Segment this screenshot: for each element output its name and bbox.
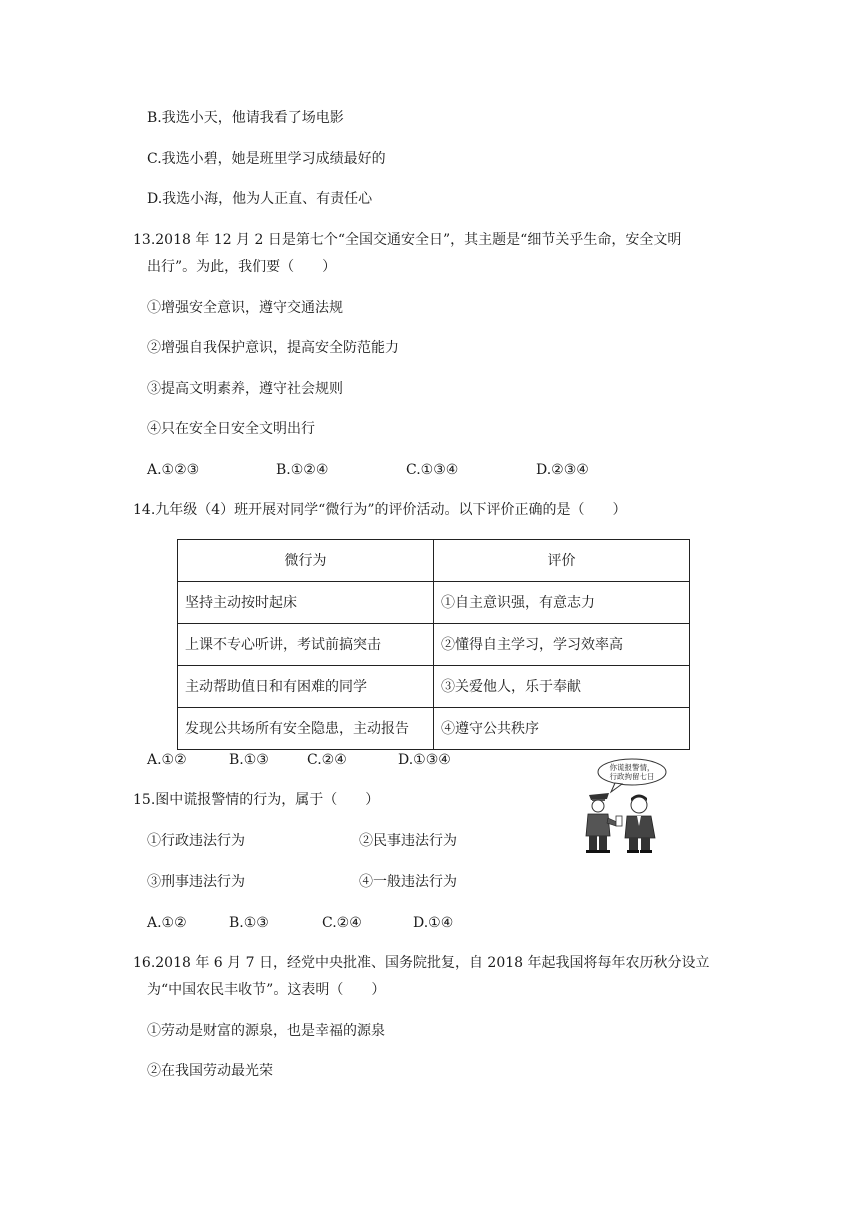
table-cell: 发现公共场所有安全隐患，主动报告	[178, 708, 434, 750]
q15-choice-c: C.②④	[322, 915, 362, 931]
cartoon-caption-line1: 你谎报警情，	[609, 763, 655, 772]
police-cartoon-illustration	[575, 756, 675, 856]
q14-choice-d: D.①③④	[398, 752, 451, 768]
q15-statement-3: ③刑事违法行为	[147, 874, 245, 890]
q13-statement-2: ②增强自我保护意识，提高安全防范能力	[147, 340, 399, 356]
q15-choice-b: B.①③	[229, 915, 269, 931]
q12-option-d: D.我选小海，他为人正直、有责任心	[147, 191, 373, 207]
q13-choice-d: D.②③④	[536, 462, 589, 478]
q15-statement-2: ②民事违法行为	[359, 833, 457, 849]
q16-stem-line2: 为“中国农民丰收节”。这表明（ ）	[147, 982, 386, 998]
table-cell: ②懂得自主学习，学习效率高	[434, 624, 690, 666]
q15-choice-d: D.①④	[413, 915, 454, 931]
cartoon-caption-line2: 行政拘留七日	[609, 772, 655, 781]
table-row	[178, 582, 690, 624]
q13-statement-4: ④只在安全日安全文明出行	[147, 421, 315, 437]
q13-choice-b: B.①②④	[276, 462, 329, 478]
q12-option-b: B.我选小天，他请我看了场电影	[147, 110, 344, 126]
q15-statement-4: ④一般违法行为	[359, 874, 457, 890]
table-cell: ④遵守公共秩序	[434, 708, 690, 750]
q14-evaluation-table	[177, 539, 690, 750]
q13-stem-line1: 13.2018 年 12 月 2 日是第七个“全国交通安全日”，其主题是“细节关乎生命，安全文明	[133, 232, 682, 248]
q14-choice-a: A.①②	[147, 752, 187, 768]
q13-choice-a: A.①②③	[147, 462, 200, 478]
q14-choice-b: B.①③	[229, 752, 269, 768]
q13-stem-line2: 出行”。为此，我们要（ ）	[147, 259, 337, 275]
table-cell: ①自主意识强，有意志力	[434, 582, 690, 624]
man-figure	[625, 795, 655, 854]
table-header-row	[178, 540, 690, 582]
q13-choice-c: C.①③④	[406, 462, 459, 478]
police-officer-figure	[586, 793, 622, 853]
q13-statement-3: ③提高文明素养，遵守社会规则	[147, 381, 343, 397]
q15-stem: 15.图中谎报警情的行为，属于（ ）	[133, 792, 380, 808]
table-row	[178, 666, 690, 708]
q15-statement-1: ①行政违法行为	[147, 833, 245, 849]
q13-statement-1: ①增强安全意识，遵守交通法规	[147, 300, 343, 316]
q15-choice-a: A.①②	[147, 915, 187, 931]
table-row	[178, 624, 690, 666]
q14-stem: 14.九年级（4）班开展对同学“微行为”的评价活动。以下评价正确的是（ ）	[133, 502, 627, 518]
q14-choice-c: C.②④	[307, 752, 347, 768]
table-row	[178, 708, 690, 750]
q16-stem-line1: 16.2018 年 6 月 7 日，经党中央批准、国务院批复，自 2018 年起我国将每年农历秋分设立	[133, 955, 710, 971]
table-header-cell: 微行为	[178, 540, 434, 582]
q16-statement-2: ②在我国劳动最光荣	[147, 1063, 273, 1079]
q12-option-c: C.我选小碧，她是班里学习成绩最好的	[147, 151, 386, 167]
table-cell: ③关爱他人，乐于奉献	[434, 666, 690, 708]
table-cell: 上课不专心听讲，考试前搞突击	[178, 624, 434, 666]
table-cell: 坚持主动按时起床	[178, 582, 434, 624]
q16-statement-1: ①劳动是财富的源泉，也是幸福的源泉	[147, 1023, 385, 1039]
table-header-cell: 评价	[434, 540, 690, 582]
table-cell: 主动帮助值日和有困难的同学	[178, 666, 434, 708]
